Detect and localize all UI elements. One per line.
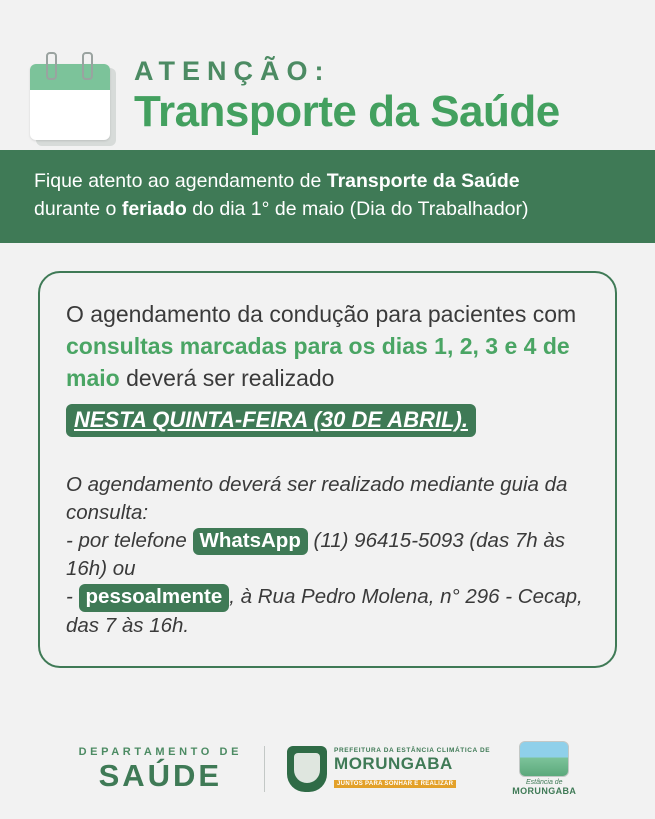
banner-line-1-bold: Transporte da Saúde — [326, 170, 520, 192]
department-logo — [78, 746, 243, 794]
paragraph-2-phone-line — [66, 527, 589, 583]
prefeitura-line-2: MORUNGABA — [334, 754, 453, 774]
phone-prefix: - por telefone — [66, 528, 193, 552]
paragraph-1-highlight: consultas marcadas para os dias 1, 2, 3 e 4 de maio — [66, 333, 570, 391]
pessoalmente-chip: pessoalmente — [79, 584, 230, 612]
calendar-icon — [28, 50, 120, 146]
prefeitura-text — [334, 748, 490, 789]
notice-banner — [0, 150, 655, 243]
department-logo-line-1: DEPARTAMENTO DE — [78, 746, 243, 759]
estancia-line-1: Estância de — [525, 779, 563, 787]
estancia-logo — [512, 741, 576, 797]
whatsapp-chip: WhatsApp — [193, 528, 308, 556]
paragraph-2-line-1: O agendamento deverá ser realizado mediante guia da consulta: — [66, 472, 568, 524]
deadline-highlight: NESTA QUINTA-FEIRA (30 DE ABRIL). — [66, 404, 476, 437]
card-wrapper — [0, 243, 655, 667]
paragraph-1-part-1: O agendamento da condução para pacientes com — [66, 301, 577, 328]
coat-of-arms-icon — [287, 746, 327, 792]
poster-header — [0, 0, 655, 150]
highlight-row — [66, 395, 589, 437]
estancia-badge-icon — [519, 741, 569, 777]
banner-line-2-bold: feriado — [121, 197, 187, 220]
info-card — [38, 271, 617, 667]
footer-divider — [264, 746, 265, 792]
title-block — [134, 57, 560, 135]
prefeitura-tagline: JUNTOS PARA SONHAR E REALIZAR — [334, 780, 456, 788]
card-paragraph-1 — [66, 299, 589, 394]
address-text: , à Rua Pedro Molena, n° 296 - Cecap, das 7 às 16h. — [66, 585, 583, 637]
page-kicker: ATENÇÃO: — [134, 56, 331, 87]
paragraph-1-part-2: deverá ser realizado — [119, 364, 335, 391]
prefeitura-line-1: PREFEITURA DA ESTÂNCIA CLIMÁTICA DE — [334, 747, 491, 755]
banner-line-1 — [34, 168, 621, 196]
page-title: Transporte da Saúde — [134, 86, 560, 136]
paragraph-2-person-line — [66, 583, 589, 639]
card-paragraph-2 — [66, 471, 589, 640]
banner-line-2 — [34, 196, 621, 224]
banner-line-2-post: do dia 1° de maio (Dia do Trabalhador) — [186, 197, 529, 220]
banner-line-2-pre: durante o — [34, 197, 122, 220]
banner-line-1-pre: Fique atento ao agendamento de — [34, 170, 327, 192]
department-logo-line-2: SAÚDE — [98, 758, 223, 794]
poster-footer — [0, 741, 655, 797]
person-prefix: - — [66, 585, 79, 609]
phone-number: (11) 96415-5093 (das 7h às 16h) ou — [66, 528, 566, 581]
prefeitura-logo — [287, 746, 490, 792]
estancia-line-2: MORUNGABA — [512, 786, 577, 797]
